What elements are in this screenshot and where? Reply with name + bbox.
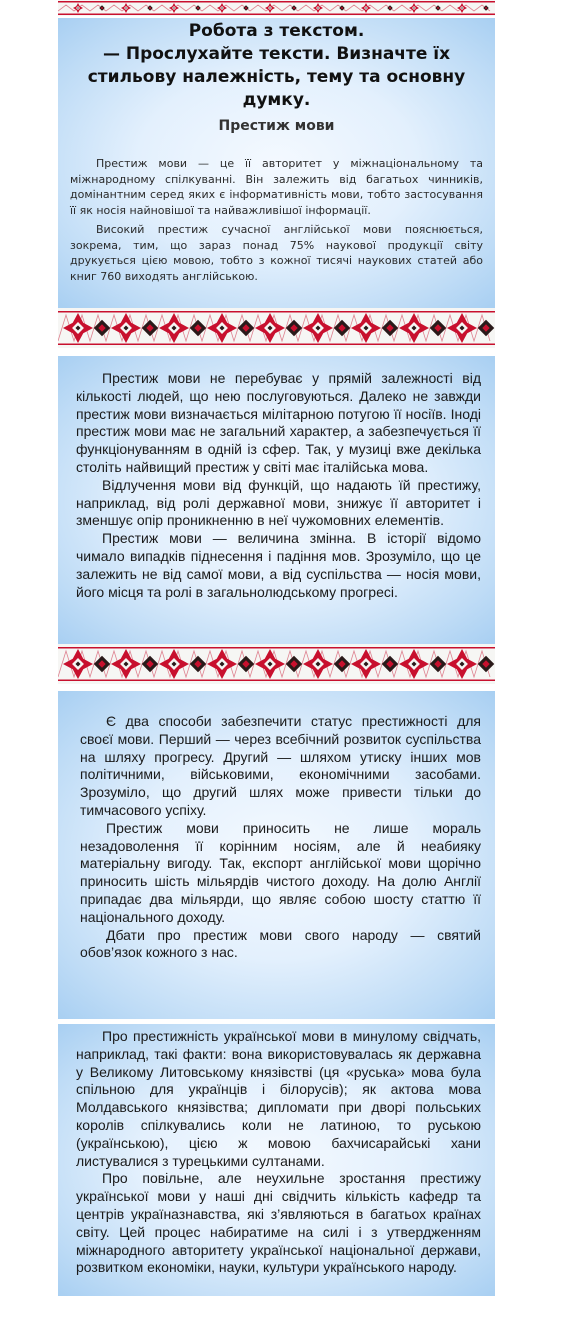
ornament-band <box>58 644 495 684</box>
text-paragraph: Престиж мови не перебуває у прямій залежності від кількості людей, що нею послуговуються. Далеко не завжди престиж мови визначається мілітарною потугою її носіїв. Іноді престиж мови має не загальний характер, а забезпечується її функціонуванням в одній із сфер. Так, у музиці вже декілька століть найвищий престиж у світі має італійська мова. <box>76 370 481 475</box>
ornament-line <box>58 344 495 346</box>
ornament-line <box>58 1 495 3</box>
text-card-1 <box>58 18 495 308</box>
text-paragraph: Дбати про престиж мови свого народу — святий обов’язок кожного з нас. <box>80 926 481 961</box>
ornament-line <box>58 311 495 313</box>
text-card-2 <box>58 356 495 644</box>
article-title: Престиж мови <box>218 118 335 134</box>
task-title: Робота з текстом. <box>188 21 365 41</box>
text-paragraph: Є два способи забезпечити статус престижності для своєї мови. Перший — через всебічний розвиток суспільства на шляху прогресу. Другий — шляхом утиску інших мов політичними, військовими, економічними засобами. Зрозуміло, що другий шлях може привести тільки до тимчасового успіху. <box>80 713 481 818</box>
ornament-line <box>58 647 495 649</box>
ornament-line <box>58 680 495 682</box>
text-paragraph: Престиж мови приносить не лише мораль незадоволення її корінним носіям, але й неабияку матеріальну вигоду. Так, експорт англійської мови щорічно приносить шість мільярдів чистого доходу. На долю Англії припадає два мільярди, що являє собою шосту статтю її національного доходу. <box>80 819 481 925</box>
ornament-line <box>58 14 495 16</box>
text-card-3 <box>58 691 495 1019</box>
ornament-pattern <box>58 308 495 348</box>
ornament-band <box>58 308 495 348</box>
text-paragraph: Престиж мови — величина змінна. В історії відомо чимало випадків піднесення і падіння мов. Зрозуміло, що це залежить не від самої мови, а від суспільства — носія мови, його місця та ролі в загальнолюдському прогресі. <box>76 530 481 600</box>
text-paragraph: Відлучення мови від функцій, що надають їй престижу, наприклад, від ролі державної мови, знижує її авторитет і зменшує опір проникненню в неї чужомовних елементів. <box>76 476 481 529</box>
ornament-pattern <box>58 0 495 16</box>
article-paragraph: Престиж мови — це її авторитет у міжнаціональному та міжнародному спілкуванні. Він залежить від багатьох чинників, домінантним серед яких є інформативність мови, тобто застосування її як носія найновішої та найважливішої інформації. <box>70 157 483 217</box>
text-paragraph: Про престижність української мови в минулому свідчать, наприклад, такі факти: вона використовувалась як державна у Великому Литовському князівстві (ця «руська» мова була спільною для українців і білорусів); як актова мова Молдавського князівства; дипломати при дворі польських королів спілкувались коли не латиною, то руською (українською), цією ж мовою бахчисарайські хани листувалися з турецькими султанами. <box>76 1028 481 1169</box>
text-card-4 <box>58 1024 495 1296</box>
text-paragraph: Про повільне, але неухильне зростання престижу української мови у наші дні свідчить кількість кафедр та центрів україназнавства, які з’являються в багатьох країнах світу. Цей процес набиратиме на силі і з утвердженням міжнародного авторитету української національної держави, розвитком економіки, науки, культури українського народу. <box>76 1170 481 1276</box>
top-ornament-strip <box>58 0 495 16</box>
task-instruction: — Прослухайте тексти. Визначте їх стильову належність, тему та основну думку. <box>87 44 466 110</box>
ornament-pattern <box>58 644 495 684</box>
article-paragraph: Високий престиж сучасної англійської мови пояснюється, зокрема, тим, що зараз понад 75% наукової продукції світу друкується цією мовою, тобто з кожної тисячі наукових статей або книг 760 виходять англійською. <box>70 223 483 283</box>
